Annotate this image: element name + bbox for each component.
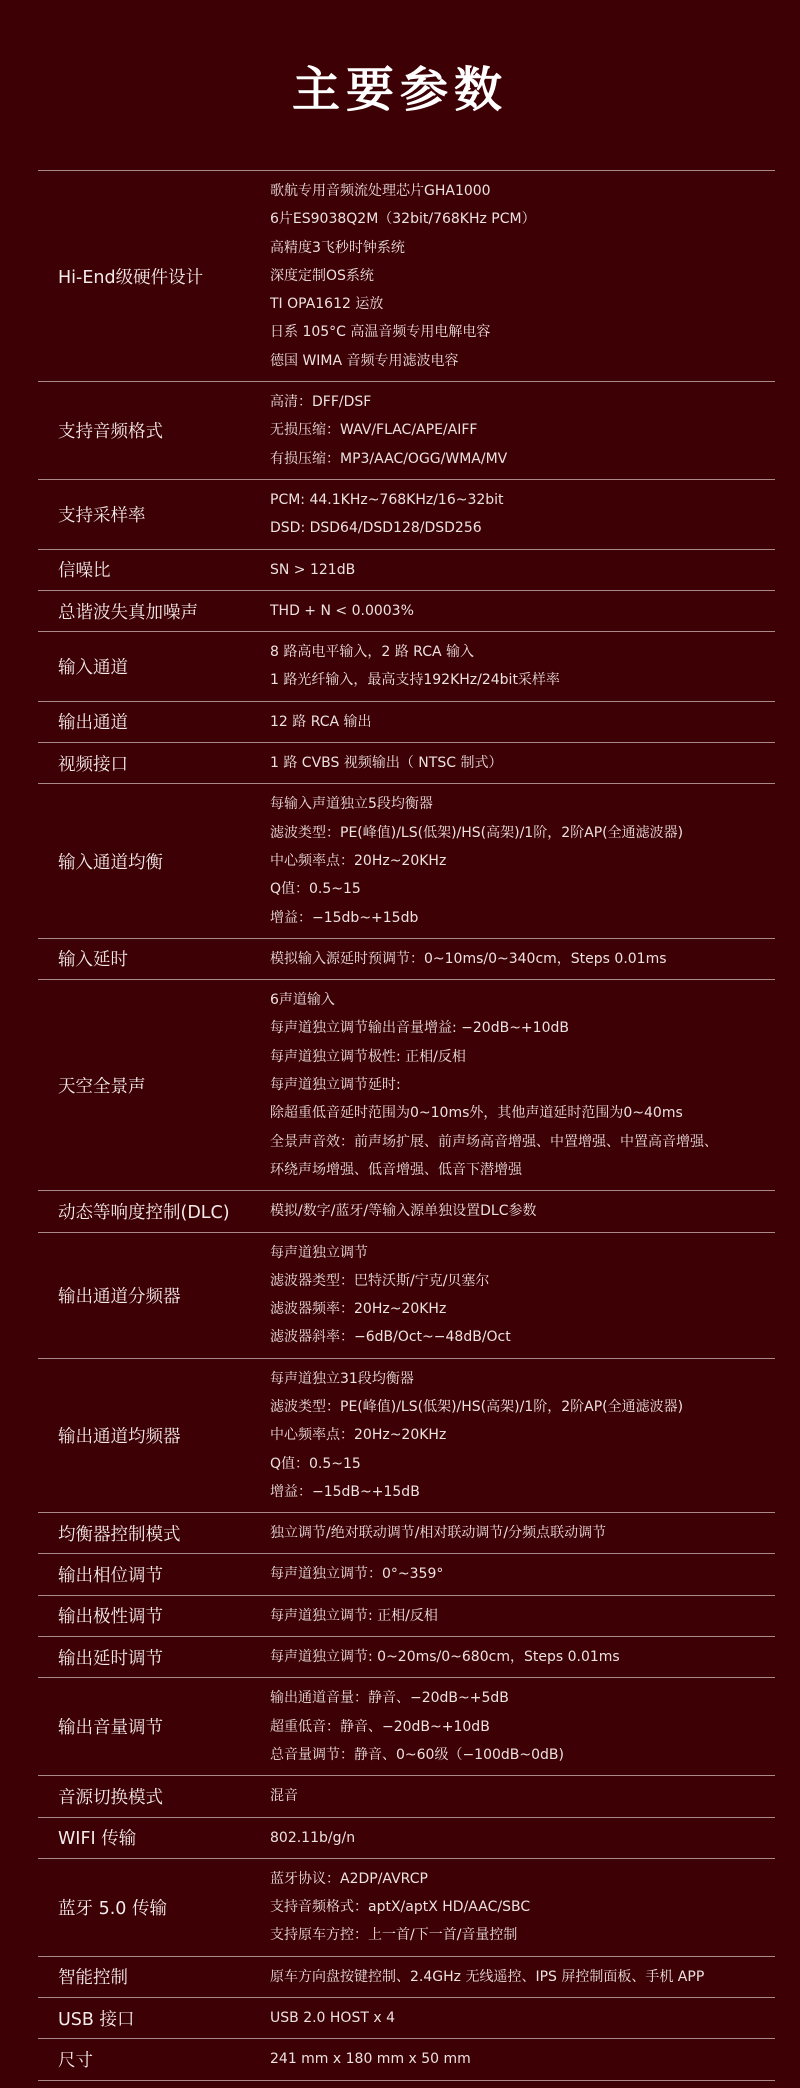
spec-value-line: 滤波类型：PE(峰值)/LS(低架)/HS(高架)/1阶，2阶AP(全通滤波器) [270, 1398, 684, 1415]
spec-value-line: 滤波器斜率：−6dB/Oct~−48dB/Oct [270, 1329, 511, 1346]
spec-value-line: 总音量调节：静音、0~60级（−100dB~0dB) [270, 1746, 564, 1763]
spec-values [270, 702, 775, 742]
spec-row [38, 591, 775, 632]
spec-label: 视频接口 [58, 754, 128, 775]
spec-row [38, 1359, 775, 1513]
spec-values [270, 480, 775, 549]
spec-label: 尺寸 [58, 2050, 93, 2071]
spec-row [38, 743, 775, 784]
spec-label: 智能控制 [58, 1968, 128, 1989]
spec-value-line: 深度定制OS系统 [270, 267, 374, 284]
spec-values [270, 591, 775, 631]
spec-value-line: 8 路高电平输入，2 路 RCA 输入 [270, 644, 474, 661]
spec-value-line: Q值：0.5~15 [270, 1455, 361, 1472]
spec-value-line: 有损压缩：MP3/AAC/OGG/WMA/MV [270, 450, 508, 467]
spec-value-line: 241 mm x 180 mm x 50 mm [270, 2051, 471, 2068]
spec-value-line: 1 路光纤输入，最高支持192KHz/24bit采样率 [270, 672, 560, 689]
spec-label: 总谐波失真加噪声 [58, 602, 198, 623]
spec-values [270, 1957, 775, 1997]
spec-value-line: 独立调节/绝对联动调节/相对联动调节/分频点联动调节 [270, 1525, 607, 1542]
spec-values [270, 550, 775, 590]
spec-value-line: 滤波器频率：20Hz~20KHz [270, 1301, 447, 1318]
spec-label: WIFI 传输 [58, 1829, 137, 1850]
spec-value-line: 6声道输入 [270, 992, 335, 1009]
spec-row [38, 1637, 775, 1678]
spec-values [270, 171, 775, 381]
spec-row [38, 1513, 775, 1554]
spec-values [270, 939, 775, 979]
spec-value-line: 支持原车方控：上一首/下一首/音量控制 [270, 1927, 518, 1944]
spec-row [38, 382, 775, 480]
spec-label: 天空全景声 [58, 1076, 146, 1097]
spec-value-line: 除超重低音延时范围为0~10ms外，其他声道延时范围为0~40ms [270, 1105, 683, 1122]
spec-value-line: 模拟/数字/蓝牙/等输入源单独设置DLC参数 [270, 1203, 537, 1220]
spec-row [38, 480, 775, 550]
spec-label: 均衡器控制模式 [58, 1524, 181, 1545]
spec-row [38, 550, 775, 591]
spec-value-line: 802.11b/g/n [270, 1829, 356, 1846]
spec-value-line: 每声道独立调节输出音量增益: −20dB~+10dB [270, 1020, 569, 1037]
spec-value-line: DSD: DSD64/DSD128/DSD256 [270, 520, 482, 537]
spec-value-line: 超重低音：静音、−20dB~+10dB [270, 1718, 490, 1735]
spec-values [270, 1678, 775, 1775]
spec-values [270, 632, 775, 701]
spec-row [38, 702, 775, 743]
spec-value-line: 无损压缩：WAV/FLAC/APE/AIFF [270, 422, 478, 439]
spec-values [270, 743, 775, 783]
spec-row [38, 1776, 775, 1817]
spec-values [270, 1596, 775, 1636]
spec-value-line: 模拟输入源延时预调节：0~10ms/0~340cm，Steps 0.01ms [270, 950, 667, 967]
spec-value-line: 滤波类型：PE(峰值)/LS(低架)/HS(高架)/1阶，2阶AP(全通滤波器) [270, 824, 684, 841]
spec-value-line: 每声道独立调节: 0~20ms/0~680cm，Steps 0.01ms [270, 1649, 620, 1666]
spec-value-line: 每声道独立调节：0°~359° [270, 1566, 444, 1583]
spec-value-line: 原车方向盘按键控制、2.4GHz 无线遥控、IPS 屏控制面板、手机 APP [270, 1968, 705, 1985]
spec-label: 输出通道分频器 [58, 1286, 181, 1307]
spec-value-line: THD + N < 0.0003% [270, 602, 414, 619]
spec-value-line: 每声道独立调节: 正相/反相 [270, 1607, 438, 1624]
spec-row [38, 1554, 775, 1595]
spec-value-line: 高清：DFF/DSF [270, 394, 372, 411]
spec-value-line: 增益：−15db~+15db [270, 909, 419, 926]
spec-value-line: 增益：−15dB~+15dB [270, 1483, 420, 1500]
spec-value-line: USB 2.0 HOST x 4 [270, 2010, 395, 2027]
spec-value-line: 中心频率点：20Hz~20KHz [270, 1427, 447, 1444]
spec-values [270, 1998, 775, 2038]
spec-value-line: 12 路 RCA 输出 [270, 713, 372, 730]
spec-row [38, 1957, 775, 1998]
spec-value-line: 日系 105°C 高温音频专用电解电容 [270, 324, 491, 341]
spec-value-line: SN > 121dB [270, 561, 356, 578]
spec-label: 输出延时调节 [58, 1648, 163, 1669]
spec-value-line: 每声道独立31段均衡器 [270, 1370, 414, 1387]
spec-table [38, 170, 775, 2081]
spec-label: 输出相位调节 [58, 1566, 163, 1587]
spec-label: 输入通道均衡 [58, 852, 163, 873]
spec-values [270, 1554, 775, 1594]
spec-label: Hi-End级硬件设计 [58, 267, 204, 288]
spec-values [270, 1637, 775, 1677]
spec-value-line: 蓝牙协议：A2DP/AVRCP [270, 1870, 428, 1887]
spec-row [38, 171, 775, 382]
spec-label: 输出通道 [58, 713, 128, 734]
spec-label: 输出通道均频器 [58, 1426, 181, 1447]
spec-value-line: 每声道独立调节 [270, 1244, 368, 1261]
spec-label: 输入延时 [58, 950, 128, 971]
spec-row [38, 784, 775, 938]
spec-row [38, 1191, 775, 1232]
spec-values [270, 1818, 775, 1858]
spec-label: USB 接口 [58, 2009, 135, 2030]
spec-label: 支持采样率 [58, 505, 146, 526]
spec-value-line: 每输入声道独立5段均衡器 [270, 796, 433, 813]
spec-label: 支持音频格式 [58, 422, 163, 443]
spec-label: 输出音量调节 [58, 1718, 163, 1739]
spec-row [38, 1998, 775, 2039]
spec-value-line: 6片ES9038Q2M（32bit/768KHz PCM） [270, 211, 536, 228]
spec-row [38, 1818, 775, 1859]
spec-value-line: 支持音频格式：aptX/aptX HD/AAC/SBC [270, 1899, 531, 1916]
spec-label: 信噪比 [58, 561, 111, 582]
spec-row [38, 2039, 775, 2080]
spec-value-line: PCM: 44.1KHz~768KHz/16~32bit [270, 491, 504, 508]
spec-value-line: 混音 [270, 1788, 298, 1805]
spec-values [270, 1776, 775, 1816]
spec-label: 输入通道 [58, 657, 128, 678]
spec-value-line: 全景声音效：前声场扩展、前声场高音增强、中置增强、中置高音增强、 [270, 1133, 718, 1150]
spec-values [270, 784, 775, 937]
spec-row [38, 1859, 775, 1957]
spec-label: 输出极性调节 [58, 1607, 163, 1628]
spec-value-line: 中心频率点：20Hz~20KHz [270, 852, 447, 869]
spec-label: 动态等响度控制(DLC) [58, 1202, 230, 1223]
spec-value-line: 滤波器类型：巴特沃斯/宁克/贝塞尔 [270, 1272, 490, 1289]
spec-row [38, 632, 775, 702]
spec-row [38, 980, 775, 1191]
spec-values [270, 1859, 775, 1956]
spec-values [270, 1191, 775, 1231]
spec-value-line: 环绕声场增强、低音增强、低音下潜增强 [270, 1161, 522, 1178]
spec-label: 音源切换模式 [58, 1787, 163, 1808]
spec-row [38, 1233, 775, 1359]
spec-values [270, 2039, 775, 2079]
spec-values [270, 1513, 775, 1553]
spec-value-line: 德国 WIMA 音频专用滤波电容 [270, 352, 459, 369]
spec-value-line: TI OPA1612 运放 [270, 296, 384, 313]
spec-value-line: 每声道独立调节极性: 正相/反相 [270, 1048, 466, 1065]
spec-value-line: Q值：0.5~15 [270, 881, 361, 898]
spec-values [270, 1359, 775, 1512]
spec-value-line: 高精度3飞秒时钟系统 [270, 239, 405, 256]
spec-value-line: 输出通道音量：静音、−20dB~+5dB [270, 1690, 509, 1707]
page-title: 主要参数 [291, 62, 508, 118]
spec-label: 蓝牙 5.0 传输 [58, 1898, 167, 1919]
spec-values [270, 1233, 775, 1358]
spec-values [270, 382, 775, 479]
spec-row [38, 939, 775, 980]
spec-value-line: 1 路 CVBS 视频输出（ NTSC 制式） [270, 755, 503, 772]
spec-row [38, 1596, 775, 1637]
spec-value-line: 每声道独立调节延时: [270, 1077, 401, 1094]
spec-row [38, 1678, 775, 1776]
spec-value-line: 歌航专用音频流处理芯片GHA1000 [270, 183, 491, 199]
spec-values [270, 980, 775, 1190]
